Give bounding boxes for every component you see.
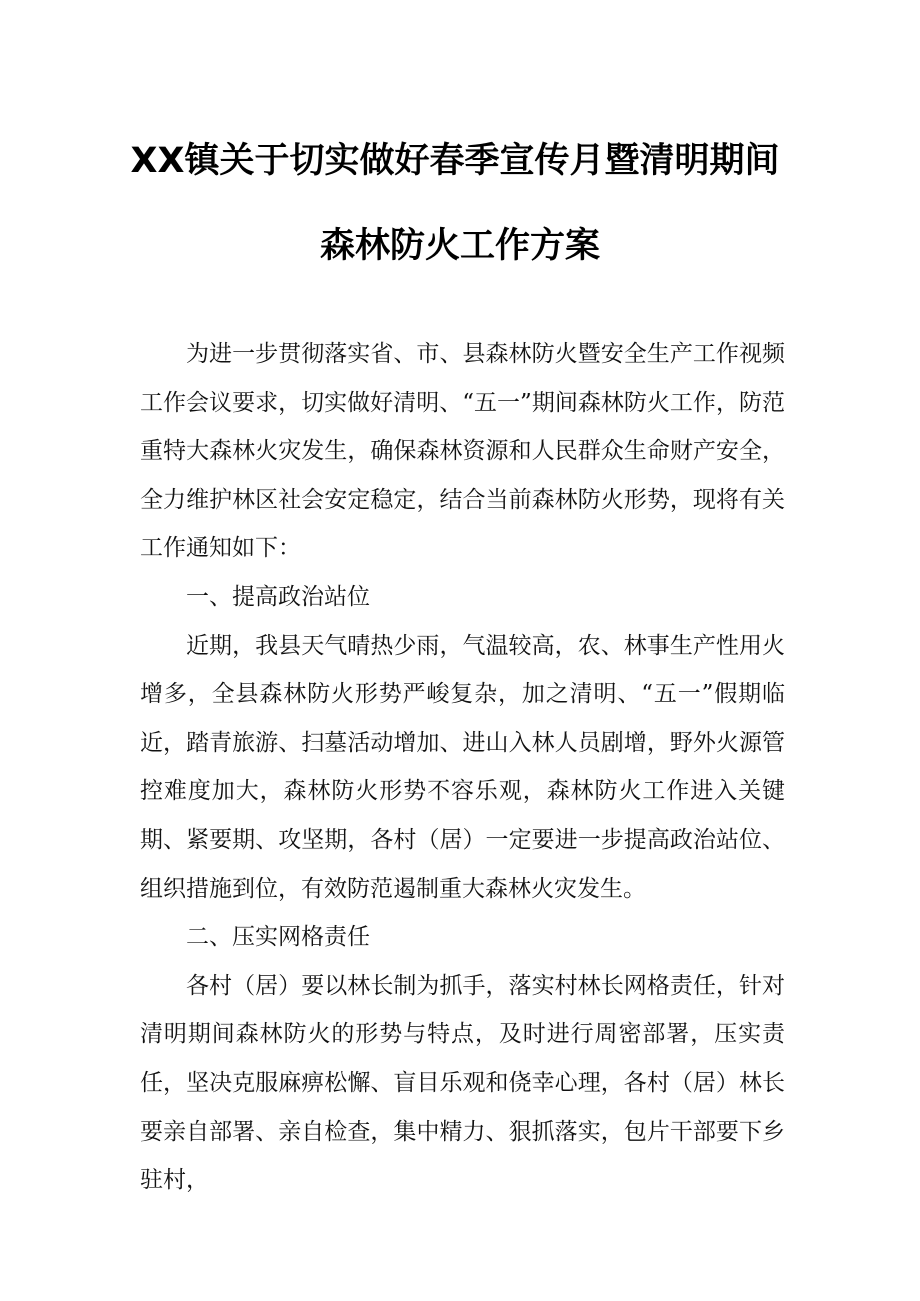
section-heading-2: 二、压实网格责任 [186,924,370,951]
section-2-paragraph: 各村（居）要以林长制为抓手，落实村林长网格责任，针对清明期间森林防火的形势与特点，及时进行周密部署，压实责任，坚决克服麻痹松懈、盲目乐观和侥幸心理，各村（居）林长要亲自部署、亲自检查，集中精力、狠抓落实，包片干部要下乡驻村， [140,972,785,1194]
document-body [140,330,785,1205]
section-heading-1: 一、提高政治站位 [186,583,370,610]
intro-paragraph: 为进一步贯彻落实省、市、县森林防火暨安全生产工作视频工作会议要求，切实做好清明、“五一”期间森林防火工作，防范重特大森林火灾发生，确保森林资源和人民群众生命财产安全，全力维护林区社会安定稳定，结合当前森林防火形势，现将有关工作通知如下： [140,341,785,562]
section-1-paragraph: 近期，我县天气晴热少雨，气温较高，农、林事生产性用火增多，全县森林防火形势严峻复杂，加之清明、“五一”假期临近，踏青旅游、扫墓活动增加、进山入林人员剧增，野外火源管控难度加大，森林防火形势不容乐观，森林防火工作进入关键期、紧要期、攻坚期，各村（居）一定要进一步提高政治站位、组织措施到位，有效防范遏制重大森林火灾发生。 [140,632,785,902]
document-title-line-1: XX镇关于切实做好春季宣传月暨清明期间 [130,141,780,181]
document-title-line-2: 森林防火工作方案 [319,226,600,266]
